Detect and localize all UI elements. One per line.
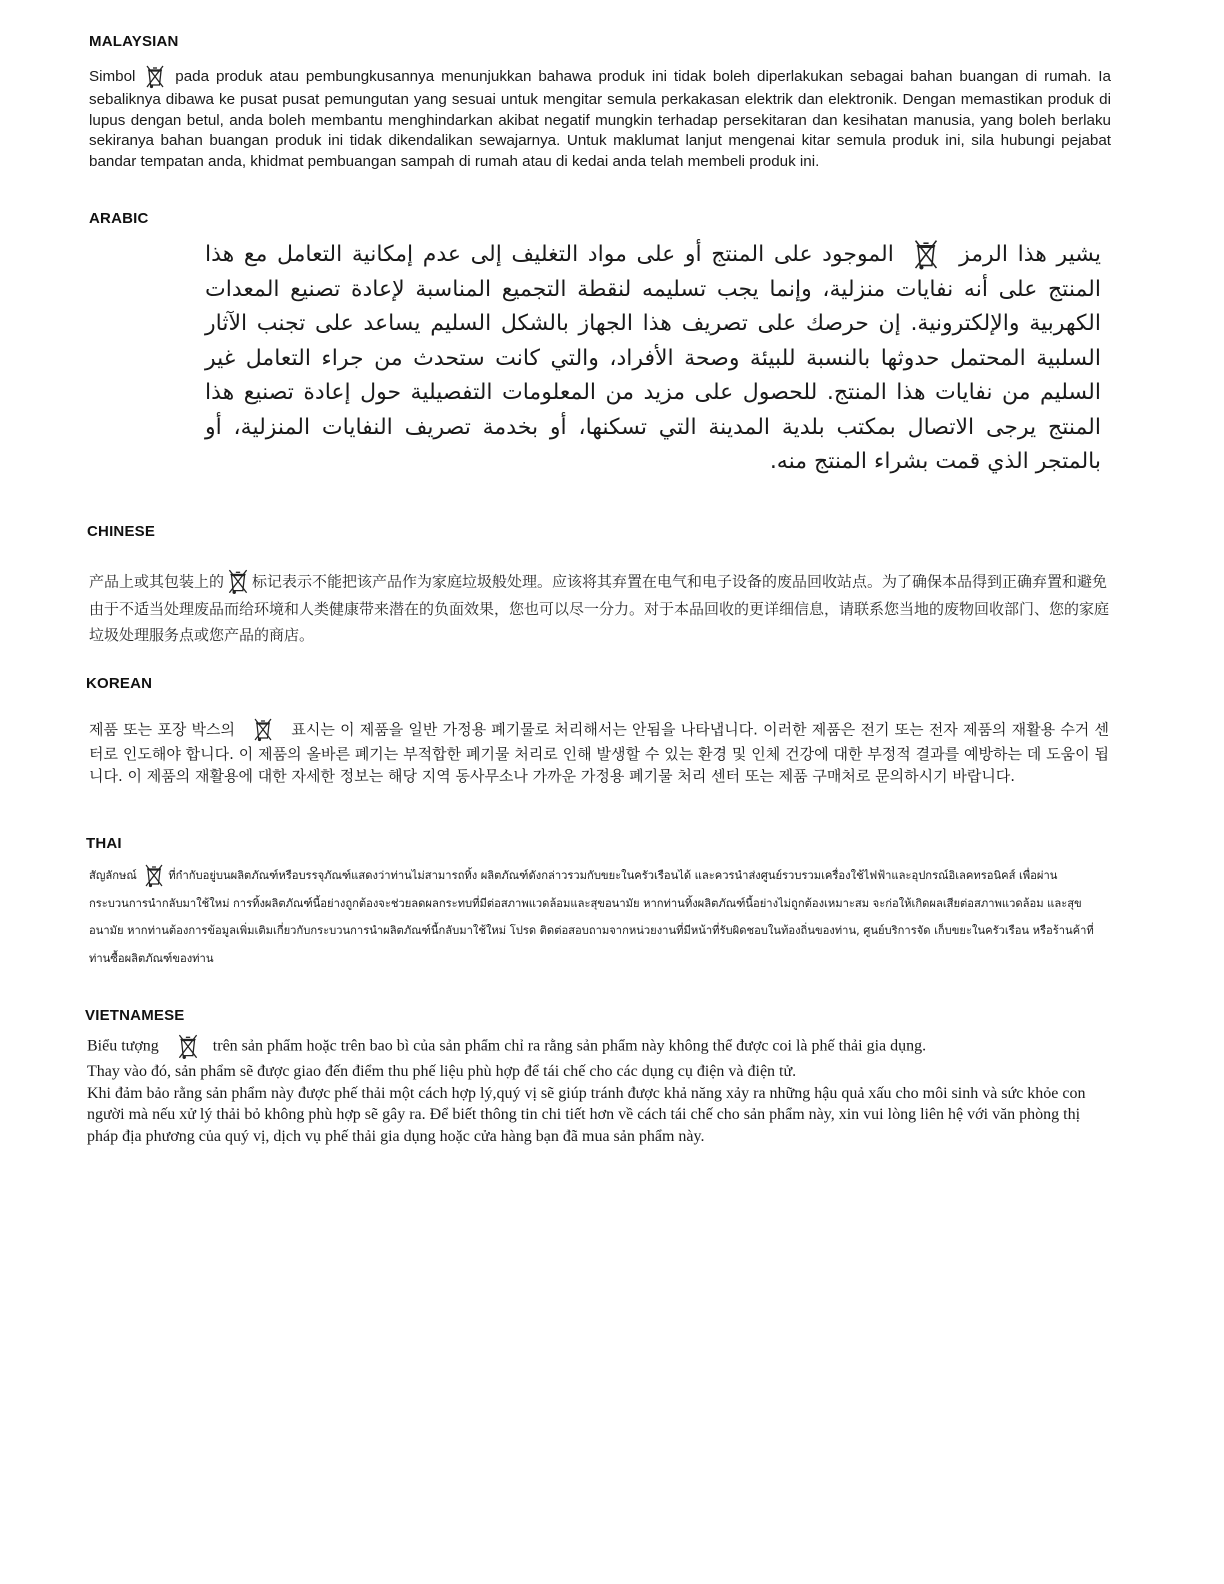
text-before-icon: Biểu tượng bbox=[87, 1037, 159, 1055]
paragraph-line: Khi đảm bảo rằng sản phẩm này được phế thải một cách hợp lý,quý vị sẽ giúp tránh được khả năng xảy ra những hậu quả xấu cho môi sinh và sức khỏe con người mà nếu xử lý thải bỏ không phù hợp sẽ gây ra. Để biết thông tin chi tiết hơn về cách tái chế cho sản phẩm này, xin vui lòng liên hệ với văn phòng thị pháp địa phương của quý vị, dịch vụ phế thải gia dụng hoặc cửa hàng bạn đã mua sản phẩm này. bbox=[87, 1084, 1086, 1145]
section-heading: VIETNAMESE bbox=[85, 1007, 185, 1024]
section-paragraph bbox=[89, 568, 1109, 648]
text-before-icon: 제품 또는 포장 박스의 bbox=[89, 720, 235, 739]
text-before-icon: 产品上或其包装上的 bbox=[89, 572, 225, 591]
section-paragraph bbox=[205, 238, 1101, 480]
text-before-icon: يشير هذا الرمز bbox=[959, 242, 1102, 267]
paragraph-line: Thay vào đó, sản phẩm sẽ được giao đến điểm thu phế liệu phù hợp để tái chế cho các dụng cụ điện và điện tử. bbox=[87, 1063, 797, 1080]
section-heading: CHINESE bbox=[87, 523, 156, 540]
crossed-out-wheeled-bin-icon bbox=[252, 717, 274, 743]
section-heading: ARABIC bbox=[89, 210, 149, 227]
section-paragraph bbox=[89, 717, 1109, 787]
crossed-out-wheeled-bin-icon bbox=[177, 1033, 199, 1061]
section-paragraph bbox=[87, 1033, 1109, 1147]
section-heading: KOREAN bbox=[86, 675, 153, 692]
text-before-icon: Simbol bbox=[89, 68, 136, 86]
crossed-out-wheeled-bin-icon bbox=[226, 568, 250, 596]
crossed-out-wheeled-bin-icon bbox=[142, 863, 166, 889]
section-heading: MALAYSIAN bbox=[89, 33, 179, 50]
text-after-icon: ที่กำกับอยู่บนผลิตภัณฑ์หรือบรรจุภัณฑ์แสดงว่าท่านไม่สามารถทิ้ง ผลิตภัณฑ์ดังกล่าวรวมกับขยะในครัวเรือนได้ และควรนำส่งศูนย์รวบรวมเครื่องใช้ไฟฟ้าและอุปกรณ์อิเลคทรอนิคส์ เพื่อผ่านกระบวนการนำกลับมาใช้ใหม่ การทิ้งผลิตภัณฑ์นี้อย่างถูกต้องจะช่วยลดผลกระทบที่มีต่อสภาพแวดล้อมและสุขอนามัย หากท่านทิ้งผลิตภัณฑ์นี้อย่างไม่ถูกต้องเหมาะสม จะก่อให้เกิดผลเสียต่อสภาพแวดล้อม และสุขอนามัย หากท่านต้องการข้อมูลเพิ่มเติมเกี่ยวกับกระบวนการนำผลิตภัณฑ์นี้กลับมาใช้ใหม่ โปรด ติดต่อสอบถามจากหน่วยงานที่มีหน้าที่รับผิดชอบในท้องถิ่นของท่าน, ศูนย์บริการจัด เก็บขยะในครัวเรือน หรือร้านค้าที่ท่านซื้อผลิตภัณฑ์ของท่าน bbox=[89, 869, 1094, 965]
text-after-icon: الموجود على المنتج أو على مواد التغليف إلى عدم إمكانية التعامل مع هذا المنتج على أنه نفايات منزلية، وإنما يجب تسليمه لنقطة التجميع المناسبة لإعادة تصنيع المعدات الكهربية والإلكترونية. إن حرصك على تصريف هذا الجهاز بالشكل السليم يساعد على تجنب الآثار السلبية المحتمل حدوثها بالنسبة للبيئة وصحة الأفراد، والتي كانت ستحدث من جراء التعامل غير السليم من نفايات هذا المنتج. للحصول على مزيد من المعلومات التفصيلية حول إعادة تصنيع هذا المنتج يرجى الاتصال بمكتب بلدية المدينة التي تسكنها، أو بخدمة تصريف النفايات المنزلية، أو بالمتجر الذي قمت بشراء المنتج منه. bbox=[205, 242, 1101, 474]
text-after-icon: 标记表示不能把该产品作为家庭垃圾般处理。应该将其弃置在电气和电子设备的废品回收站点。为了确保本品得到正确弃置和避免由于不适当处理废品而给环境和人类健康带来潜在的负面效果，您也可以尽一分力。对于本品回收的更详细信息，请联系您当地的废物回收部门、您的家庭垃圾处理服务点或您产品的商店。 bbox=[89, 572, 1110, 644]
section-paragraph bbox=[89, 64, 1111, 173]
text-before-icon: สัญลักษณ์ bbox=[89, 869, 137, 882]
text-after-icon: 표시는 이 제품을 일반 가정용 폐기물로 처리해서는 안됨을 나타냅니다. 이러한 제품은 전기 또는 전자 제품의 재활용 수거 센터로 인도해야 합니다. 이 제품의 올바른 폐기는 부적합한 폐기물 처리로 인해 발생할 수 있는 환경 및 인체 건강에 대한 부정적 결과를 예방하는 데 도움이 됩니다. 이 제품의 재활용에 대한 자세한 정보는 해당 지역 동사무소나 가까운 가정용 폐기물 처리 센터 또는 제품 구매처로 문의하시기 바랍니다. bbox=[89, 720, 1109, 785]
crossed-out-wheeled-bin-icon bbox=[146, 64, 164, 90]
text-after-icon: trên sản phẩm hoặc trên bao bì của sản phẩm chỉ ra rằng sản phẩm này không thể được coi là phế thải gia dụng. bbox=[212, 1037, 927, 1055]
section-heading: THAI bbox=[86, 835, 122, 852]
text-after-icon: pada produk atau pembungkusannya menunjukkan bahawa produk ini tidak boleh diperlakukan sebagai bahan buangan di rumah. Ia sebaliknya dibawa ke pusat pusat pemungutan yang sesuai untuk mengitar semula perkakasan elektrik dan elektronik. Dengan memastikan produk di lupus dengan betul, anda boleh membantu menghindarkan akibat negatif mungkin terhadap persekitaran dan kesihatan manusia, yang boleh berlaku sekiranya bahan buangan produk ini tidak dikendalikan sewajarnya. Untuk maklumat lanjut mengenai kitar semula produk ini, sila hubungi pejabat bandar tempatan anda, khidmat pembuangan sampah di rumah atau di kedai anda telah membeli produk ini. bbox=[89, 68, 1111, 171]
paragraph-line bbox=[87, 1033, 1109, 1061]
section-paragraph bbox=[89, 862, 1109, 972]
crossed-out-wheeled-bin-icon bbox=[911, 238, 941, 272]
